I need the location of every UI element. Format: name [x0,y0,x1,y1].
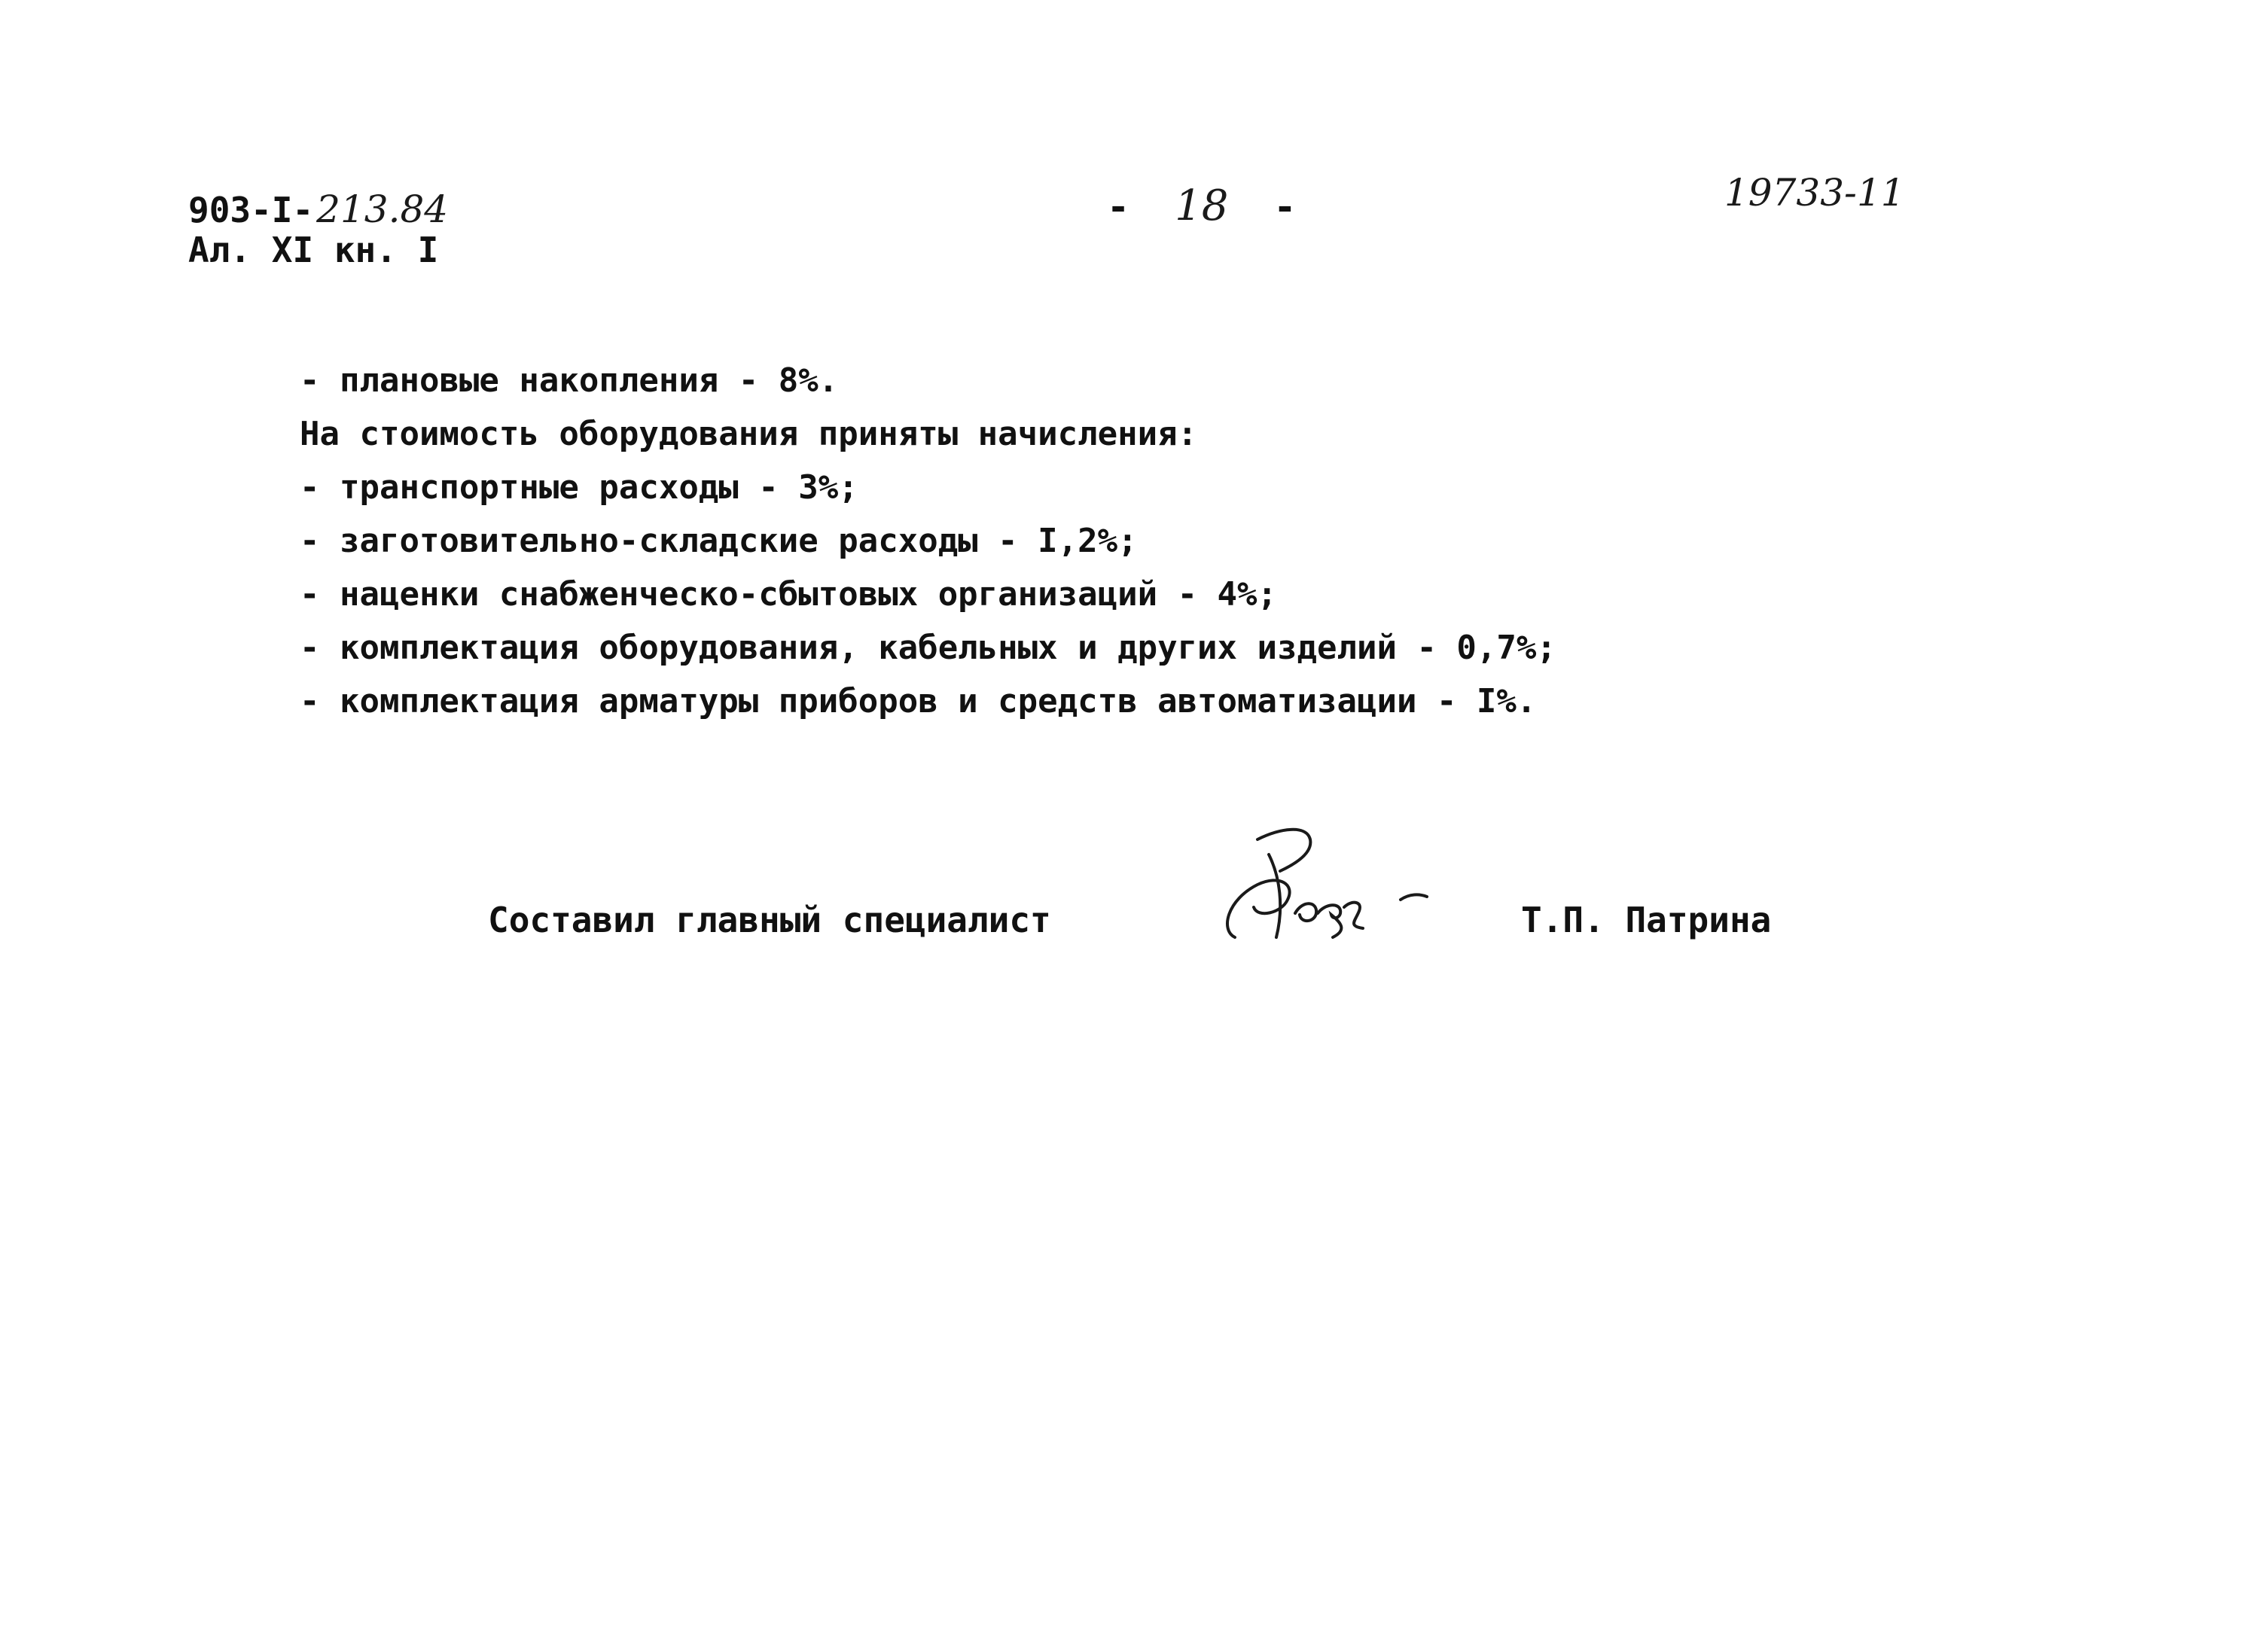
page-number-dash-right: - [1273,185,1297,229]
text-line: - плановые накопления - 8%. [300,361,839,400]
text-line: - наценки снабженческо-сбытовых организаций - 4%; [300,575,1278,614]
signature-role: Составил главный специалист [488,900,1051,940]
handwritten-signature [1212,824,1446,952]
text-line: - комплектация арматуры приборов и средств автоматизации - I%. [300,682,1537,720]
page-number-block [1107,181,1297,230]
project-code [188,188,448,231]
page-number-dash-left: - [1107,185,1130,229]
text-line: На стоимость оборудования приняты начисления: [300,415,1198,453]
album-reference: Ал. XI кн. I [188,230,439,270]
document-number: 19733-11 [1724,171,1905,215]
project-code-typed: 903-I- [188,190,314,230]
page-number: 18 [1175,181,1229,230]
project-code-handwritten: 213.84 [316,187,449,231]
body-text [300,354,2032,728]
text-line: - заготовительно-складские расходы - I,2%; [300,522,1138,560]
signatory-name: Т.П. Патрина [1521,900,1772,940]
text-line: - транспортные расходы - 3%; [300,468,858,507]
text-line: - комплектация оборудования, кабельных и других изделий - 0,7%; [300,629,1556,667]
